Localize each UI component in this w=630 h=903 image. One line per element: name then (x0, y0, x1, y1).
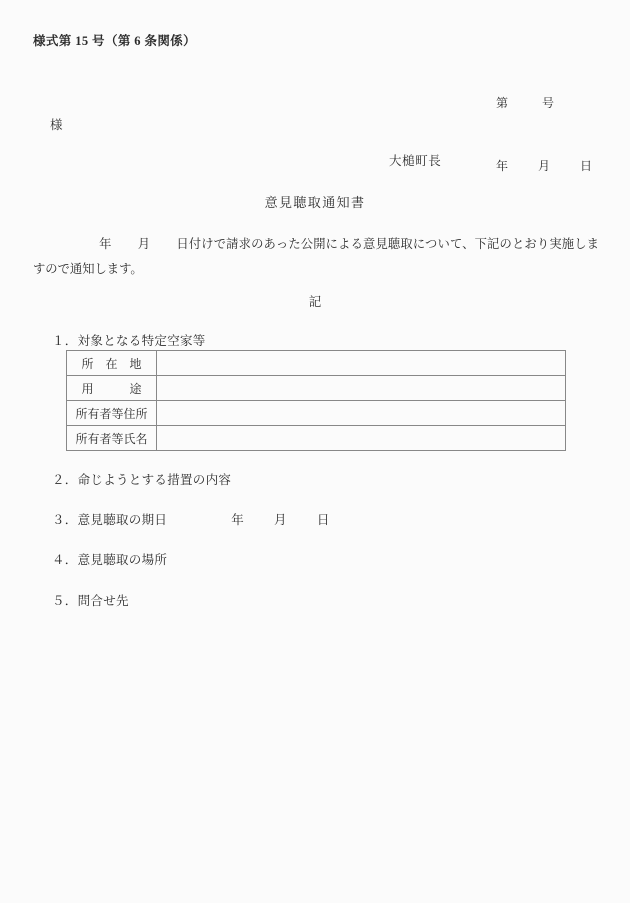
item-2-heading: ２．命じようとする措置の内容 (52, 473, 232, 487)
row-label-owner-address: 所有者等住所 (67, 401, 157, 426)
body-date-year: 年 (99, 237, 112, 251)
item-3-heading (52, 510, 330, 528)
row-label-usage: 用 途 (67, 376, 157, 401)
table-row (67, 401, 566, 426)
row-label-location: 所 在 地 (67, 351, 157, 376)
issuer-name: 大槌町長 (389, 154, 442, 168)
property-table-body (67, 351, 566, 451)
table-row (67, 376, 566, 401)
item-1-heading: １．対象となる特定空家等 (52, 334, 206, 348)
property-table (66, 350, 566, 451)
row-label-owner-name: 所有者等氏名 (67, 426, 157, 451)
item-5-heading: ５．問合せ先 (52, 594, 129, 608)
body-paragraph (33, 232, 599, 282)
item-4-heading: ４．意見聴取の場所 (52, 553, 168, 567)
body-paragraph-text: 日付けで請求のあった公開による意見聴取について、下記のとおり実施しますので通知します。 (33, 237, 599, 276)
table-row (67, 351, 566, 376)
table-row (67, 426, 566, 451)
row-value-usage[interactable] (157, 376, 566, 401)
document-date-line (496, 156, 592, 177)
item-3-month: 月 (274, 513, 287, 527)
document-title: 意見聴取通知書 (264, 195, 366, 210)
item-3-label: ３．意見聴取の期日 (52, 513, 168, 527)
ki-mark: 記 (308, 295, 322, 309)
item-3-year: 年 (231, 513, 245, 527)
body-date-month: 月 (137, 237, 151, 251)
item-3-day: 日 (316, 513, 330, 527)
document-number-suffix: 号 (541, 96, 554, 110)
row-value-location[interactable] (157, 351, 566, 376)
form-number: 様式第 15 号（第 6 条関係） (33, 34, 197, 48)
addressee-honorific: 様 (50, 118, 63, 132)
row-value-owner-name[interactable] (157, 426, 566, 451)
date-day-label: 日 (579, 159, 592, 173)
document-number-line (496, 93, 592, 114)
row-value-owner-address[interactable] (157, 401, 566, 426)
document-number-label: 第 (495, 96, 508, 110)
date-year-label: 年 (495, 159, 508, 173)
date-month-label: 月 (537, 159, 550, 173)
